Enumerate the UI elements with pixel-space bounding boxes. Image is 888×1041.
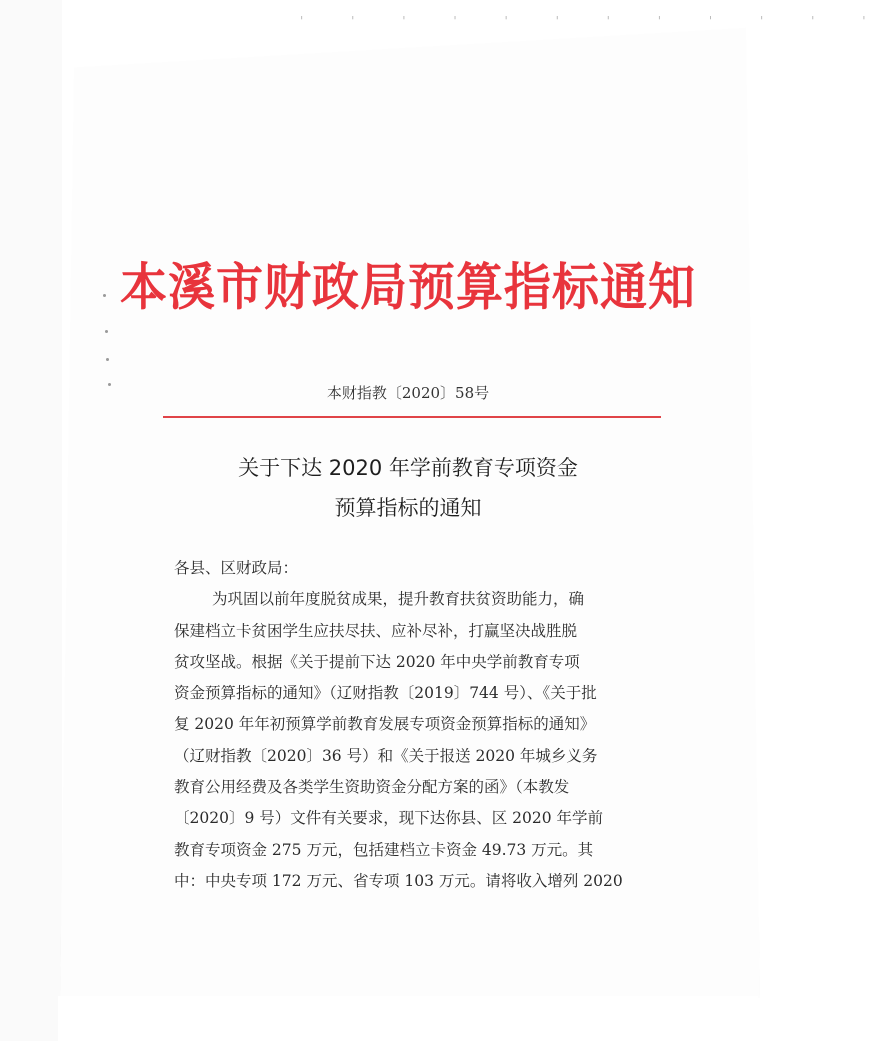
- body-line: （辽财指教〔2020〕36 号）和《关于报送 2020 年城乡义务: [174, 746, 598, 765]
- salutation: 各县、区财政局：: [174, 559, 299, 577]
- body-line: 为巩固以前年度脱贫成果，提升教育扶贫资助能力，确: [212, 590, 585, 609]
- body-line: 〔2020〕9 号）文件有关要求，现下达你县、区 2020 年学前: [174, 809, 604, 828]
- document-header-title: 本溪市财政局预算指标通知: [120, 258, 696, 318]
- paper-speck: [106, 358, 109, 361]
- body-line: 教育公用经费及各类学生资助资金分配方案的函》（本教发: [174, 778, 570, 797]
- document-body: [174, 553, 644, 897]
- subject-line: 预算指标的通知: [334, 496, 482, 520]
- document-number: 本财指教〔2020〕58号: [326, 384, 490, 402]
- bleed-through-marks: ' ' ' ' ' ' ' ' ' ' ' ': [300, 14, 888, 28]
- paper-bottom-edge: [58, 996, 758, 1041]
- red-divider-rule: [163, 416, 661, 418]
- body-line: 教育专项资金 275 万元，包括建档立卡资金 49.73 万元。其: [174, 840, 594, 859]
- body-line: 复 2020 年年初预算学前教育发展专项资金预算指标的通知》: [174, 715, 596, 734]
- paper-speck: [105, 330, 108, 333]
- body-line: 中：中央专项 172 万元、省专项 103 万元。请将收入增列 2020: [174, 871, 623, 890]
- body-line: 保建档立卡贫困学生应扶尽扶、应补尽补，打赢坚决战胜脱: [174, 621, 578, 640]
- body-line: 资金预算指标的通知》（辽财指教〔2019〕744 号）、《关于批: [174, 684, 597, 703]
- document-subject: [0, 448, 816, 528]
- subject-line: 关于下达 2020 年学前教育专项资金: [238, 456, 578, 480]
- body-line: 贫攻坚战。根据《关于提前下达 2020 年中央学前教育专项: [174, 652, 580, 671]
